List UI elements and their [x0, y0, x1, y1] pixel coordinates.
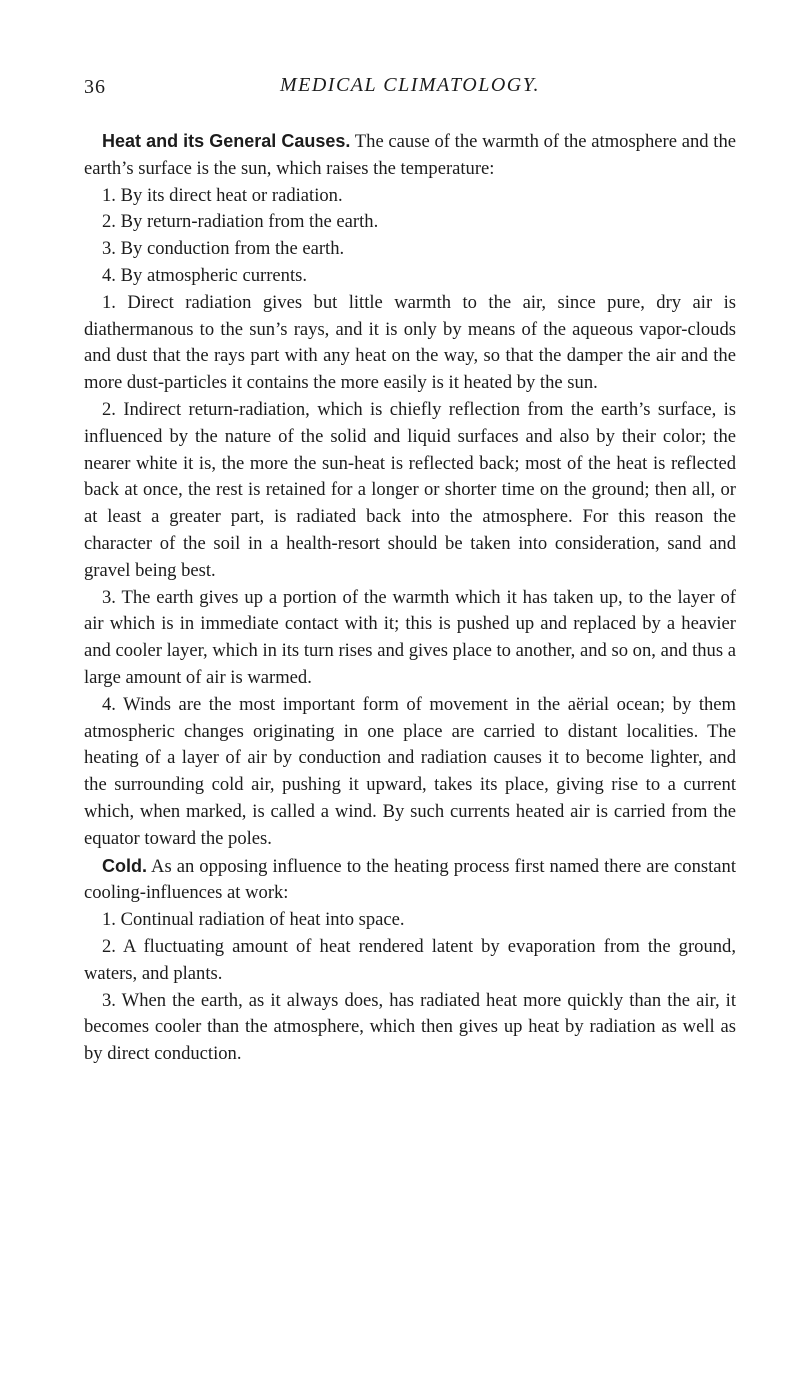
running-head: MEDICAL CLIMATOLOGY.	[279, 74, 541, 96]
heat-intro-text: The cause of the warmth of the atmosphere and the earth’s surface is the sun, which raises the temperature:	[84, 131, 736, 179]
return-radiation-paragraph: 2. Indirect return-radiation, which is chiefly reflection from the earth’s surface, is influenced by the nature of the solid and liquid surfaces and also by their color; the nearer white it is, the more the sun-heat is reflected back; most of the heat is reflected back at once, the rest is retained for a longer or shorter time on the ground; then all, or at least a greater part, is radiated back into the atmosphere. For this reason the character of the soil in a health-resort should be taken into consideration, sand and gravel being best.	[84, 398, 736, 581]
cold-section-heading: Cold.	[102, 855, 147, 876]
direct-radiation-paragraph: 1. Direct radiation gives but little warmth to the air, since pure, dry air is diathermanous to the sun’s rays, and it is only by means of the aqueous vapor-clouds and dust that the rays part with any heat on the way, so that the damper the air and the more dust-particles it contains the more easily is it heated by the sun.	[84, 291, 736, 394]
book-page	[84, 70, 736, 1068]
heat-cause-3: 3. By conduction from the earth.	[102, 238, 345, 260]
winds-paragraph: 4. Winds are the most important form of movement in the aërial ocean; by them atmospheric changes originating in one place are carried to distant localities. The heating of a layer of air by conduction and radiation causes it to become lighter, and the surrounding cold air, pushing it upward, takes its place, giving rise to a current which, when marked, is called a wind. By such currents heated air is carried from the equator toward the poles.	[84, 693, 736, 849]
cooling-item-1: 1. Continual radiation of heat into space.	[102, 909, 405, 931]
heat-cause-1: 1. By its direct heat or radiation.	[102, 184, 343, 206]
heat-intro-paragraph	[84, 128, 736, 183]
page-number: 36	[84, 76, 106, 98]
heat-cause-2: 2. By return-radiation from the earth.	[102, 211, 379, 233]
heat-section-heading: Heat and its General Causes.	[102, 131, 351, 151]
heat-cause-4: 4. By atmospheric currents.	[102, 264, 307, 286]
cold-intro-paragraph	[84, 853, 736, 908]
cooling-item-3: 3. When the earth, as it always does, has radiated heat more quickly than the air, it becomes cooler than the atmosphere, which then gives up heat by radiation as well as by direct conduction.	[84, 989, 736, 1065]
conduction-paragraph: 3. The earth gives up a portion of the warmth which it has taken up, to the layer of air which is in immediate contact with it; this is pushed up and replaced by a heavier and cooler layer, which in its turn rises and gives place to another, and so on, and thus a large amount of air is warmed.	[84, 586, 736, 688]
page-body	[84, 128, 736, 1068]
cooling-item-2: 2. A fluctuating amount of heat rendered latent by evaporation from the ground, waters, and plants.	[84, 935, 736, 984]
page-header	[84, 70, 736, 110]
cold-intro-text: As an opposing influence to the heating process first named there are constant cooling-influences at work:	[84, 855, 737, 904]
